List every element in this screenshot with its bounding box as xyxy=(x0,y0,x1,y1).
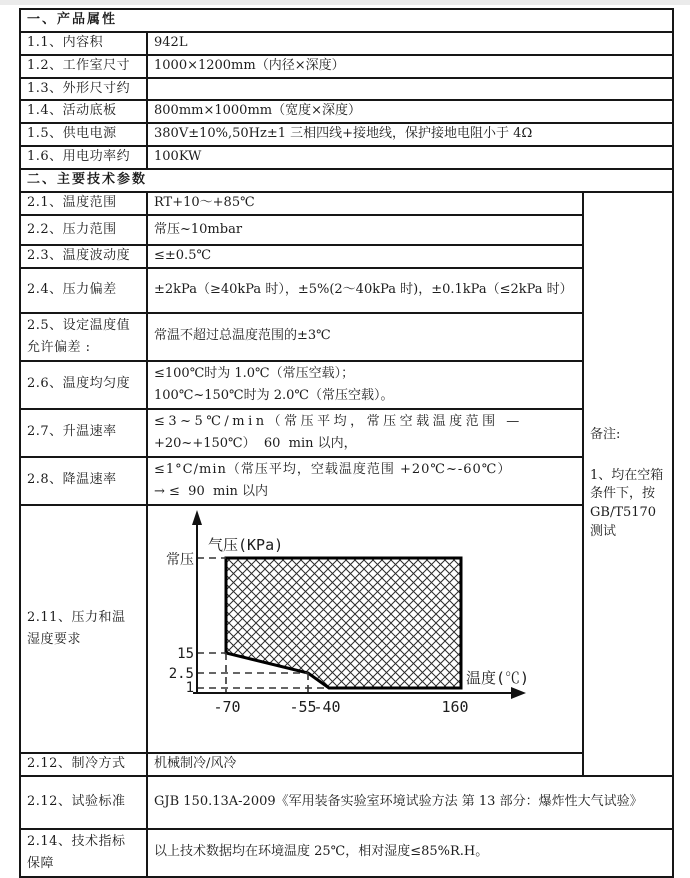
remark-note: GB/T5170 xyxy=(590,505,657,521)
row-2-4-value: ±2kPa（≥40kPa 时），±5%(2～40kPa 时)，±0.1kPa（≤2kPa 时） xyxy=(147,268,583,313)
section-1-header: 一、产品属性 xyxy=(20,9,673,32)
spec-table xyxy=(19,8,674,878)
table-row xyxy=(20,776,673,829)
remark-title: 备注: xyxy=(590,426,621,442)
section-2-header: 二、主要技术参数 xyxy=(20,169,673,192)
x-tick--55: -55 xyxy=(289,697,317,716)
table-row xyxy=(20,753,673,776)
table-row xyxy=(20,146,673,169)
row-1-5-label: 1.5、供电电源 xyxy=(20,123,147,146)
table-row xyxy=(20,100,673,123)
row-1-4-label: 1.4、活动底板 xyxy=(20,100,147,123)
row-2-11-chart-cell xyxy=(147,505,583,753)
row-1-2-value: 1000×1200mm（内径×深度） xyxy=(147,55,673,78)
row-1-1-value: 942L xyxy=(147,32,673,55)
row-1-6-label: 1.6、用电功率约 xyxy=(20,146,147,169)
row-2-1-value: RT+10～+85℃ xyxy=(147,192,583,215)
x-tick-160: 160 xyxy=(441,697,469,716)
page-top-margin xyxy=(0,0,690,5)
remark-note: 1、均在空箱条件下，按 xyxy=(590,467,664,502)
table-row xyxy=(20,268,673,313)
row-2-4-label: 2.4、压力偏差 xyxy=(20,268,147,313)
row-1-3-value xyxy=(147,78,673,101)
row-1-3-label: 1.3、外形尺寸约 xyxy=(20,78,147,101)
x-tick--40: -40 xyxy=(313,697,341,716)
table-row xyxy=(20,78,673,101)
row-2-2-label: 2.2、压力范围 xyxy=(20,215,147,245)
row-2-12b-label: 2.12、试验标准 xyxy=(20,776,147,829)
row-2-14-value: 以上技术数据均在环境温度 25℃，相对湿度≤85%R.H。 xyxy=(147,829,673,877)
table-row xyxy=(20,361,673,409)
remark-column xyxy=(583,192,673,775)
y-tick-normal-pressure: 常压 xyxy=(166,551,194,568)
row-1-6-value: 100KW xyxy=(147,146,673,169)
table-row xyxy=(20,505,673,753)
row-2-12b-value: GJB 150.13A-2009《军用装备实验室环境试验方法 第 13 部分：爆炸性大气试验》 xyxy=(147,776,673,829)
x-axis-title: 温度(℃) xyxy=(466,668,530,687)
table-row xyxy=(20,192,673,215)
row-1-5-value: 380V±10%,50Hz±1 三相四线+接地线，保护接地电阻小于 4Ω xyxy=(147,123,673,146)
x-tick--70: -70 xyxy=(213,697,241,716)
x-axis-arrow-icon xyxy=(511,687,526,699)
y-axis-title: 气压(KPa) xyxy=(208,535,284,554)
row-1-1-label: 1.1、内容积 xyxy=(20,32,147,55)
row-2-6-label: 2.6、温度均匀度 xyxy=(20,361,147,409)
row-1-2-label: 1.2、工作室尺寸 xyxy=(20,55,147,78)
row-2-3-label: 2.3、温度波动度 xyxy=(20,245,147,268)
y-tick-15: 15 xyxy=(177,645,194,662)
row-2-14-label: 2.14、技术指标 保障 xyxy=(20,829,147,877)
row-2-8-value: ≤1°C/min（常压平均，空载温度范围 +20℃~-60℃） → ≤ 90 min 以内 xyxy=(147,457,583,505)
row-2-7-label: 2.7、升温速率 xyxy=(20,409,147,457)
row-2-7-value: ≤3~5℃/min（常压平均，常压空载温度范围 — +20~+150℃） 60 min 以内， xyxy=(147,409,583,457)
table-row xyxy=(20,409,673,457)
table-row xyxy=(20,55,673,78)
table-row xyxy=(20,245,673,268)
row-2-5-value: 常温不超过总温度范围的±3℃ xyxy=(147,313,583,361)
row-2-1-label: 2.1、温度范围 xyxy=(20,192,147,215)
row-2-6-value: ≤100℃时为 1.0℃（常压空载）； 100℃~150℃时为 2.0℃（常压空载）。 xyxy=(147,361,583,409)
row-2-12a-value: 机械制冷/风冷 xyxy=(147,753,583,776)
y-axis-arrow-icon xyxy=(192,510,202,525)
row-2-12a-label: 2.12、制冷方式 xyxy=(20,753,147,776)
table-row xyxy=(20,829,673,877)
row-1-4-value: 800mm×1000mm（宽度×深度） xyxy=(147,100,673,123)
row-2-3-value: ≤±0.5℃ xyxy=(147,245,583,268)
row-2-8-label: 2.8、降温速率 xyxy=(20,457,147,505)
table-row xyxy=(20,313,673,361)
operating-region xyxy=(226,558,461,688)
remark-note: 测试 xyxy=(590,524,617,540)
table-row xyxy=(20,215,673,245)
row-2-11-label: 2.11、压力和温 湿度要求 xyxy=(20,505,147,753)
table-row xyxy=(20,32,673,55)
y-tick-1: 1 xyxy=(185,679,194,696)
pressure-temperature-chart xyxy=(148,506,580,745)
row-2-5-label: 2.5、设定温度值 允许偏差 : xyxy=(20,313,147,361)
y-tick-2-5: 2.5 xyxy=(168,665,194,682)
table-row xyxy=(20,123,673,146)
row-2-2-value: 常压~10mbar xyxy=(147,215,583,245)
table-row xyxy=(20,457,673,505)
